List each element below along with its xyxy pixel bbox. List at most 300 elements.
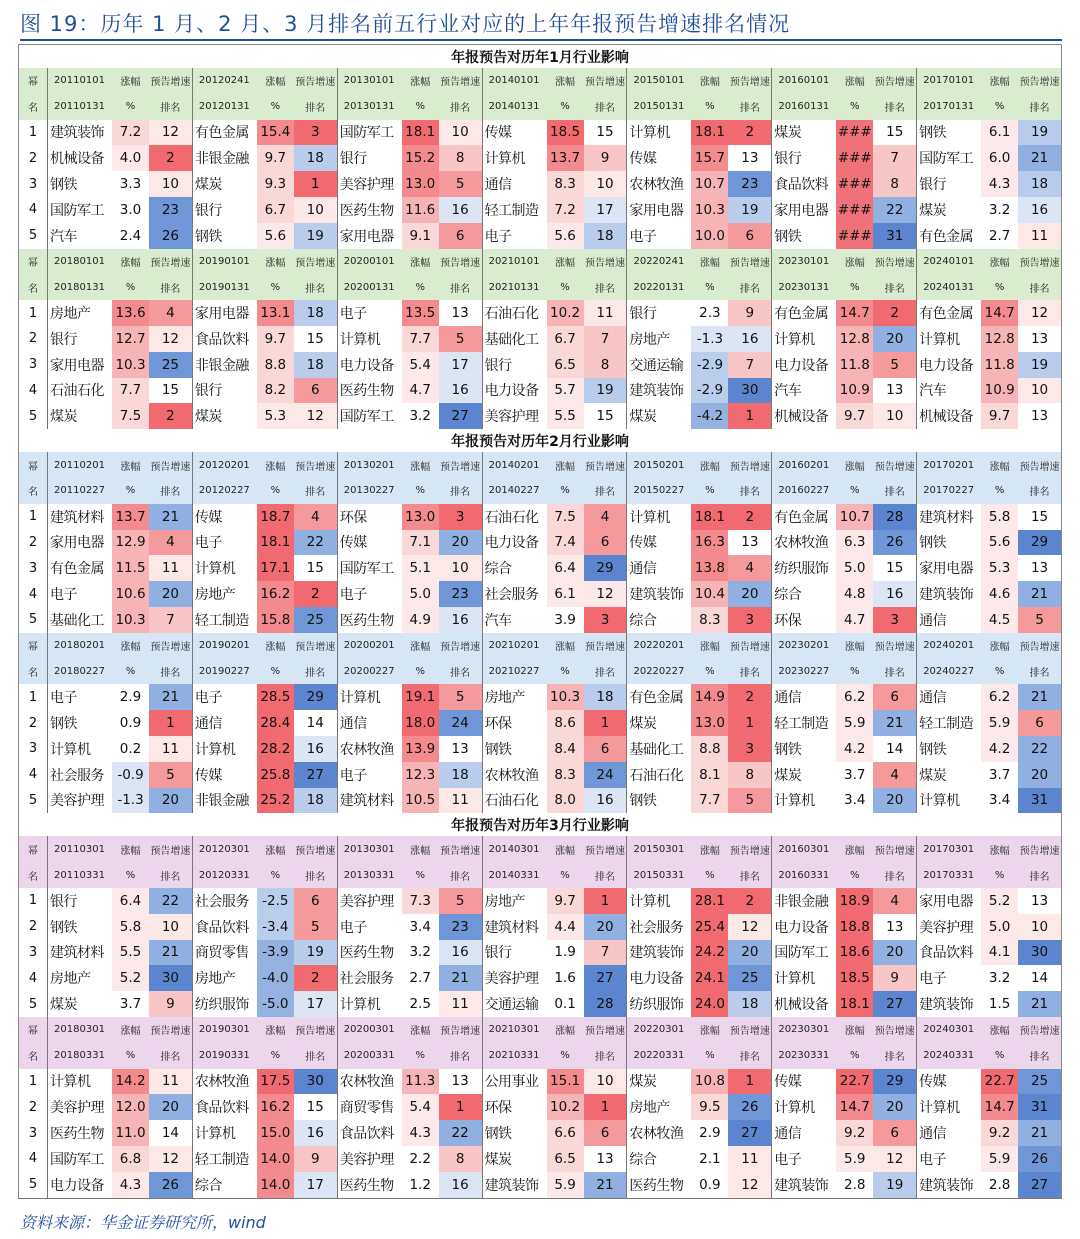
forecast-rank-subheader: 排名 [594,487,615,499]
rank-number: 5 [28,1177,38,1193]
forecast-rank-subheader: 排名 [305,1052,326,1064]
forecast-rank-subheader: 排名 [305,103,326,115]
forecast-rank-value: 5 [439,171,482,197]
return-value: 18.9 [836,888,873,914]
return-value: 10.8 [691,1069,728,1095]
period-end: 20160331 [778,869,830,881]
industry-name: 交通运输 [484,997,539,1014]
forecast-rank-value: 10 [439,120,482,146]
return-value: -2.5 [257,888,294,914]
forecast-rank-subheader: 排名 [160,871,181,883]
period-end: 20150131 [633,101,685,113]
industry-name: 电力设备 [919,357,974,374]
forecast-rank-value: 15 [294,555,337,581]
return-value: 5.5 [112,940,149,966]
return-header: 涨幅 [555,77,576,89]
return-unit: % [994,869,1005,881]
period-start: 20170101 [923,75,975,87]
period-start: 20190201 [198,640,250,652]
forecast-rank-value: 4 [149,530,192,556]
return-header: 涨幅 [844,845,865,857]
rank-number: 4 [28,1151,38,1167]
return-value: 14.9 [691,684,728,710]
industry-name: 银行 [194,383,222,400]
forecast-rank-value: 18 [294,145,337,171]
industry-name: 家用电器 [919,561,974,578]
industry-name: 煤炭 [919,767,947,784]
forecast-rank-value: 14 [294,710,337,736]
forecast-rank-value: 3 [873,607,916,633]
return-header: 涨幅 [120,845,141,857]
forecast-rank-value: 12 [728,914,771,940]
forecast-rank-value: 14 [1018,965,1061,991]
return-value: 8.4 [547,736,584,762]
forecast-rank-value: 19 [1018,352,1061,378]
return-value: 10.7 [691,171,728,197]
forecast-rank-subheader: 排名 [739,103,760,115]
return-unit: % [270,101,281,113]
column-divider [916,452,917,633]
column-divider [192,68,193,249]
period-start: 20160301 [778,843,830,855]
period-start: 20240201 [923,640,975,652]
return-value: 2.4 [112,223,149,249]
return-value: 1.5 [981,991,1018,1017]
forecast-rank-value: 6 [439,223,482,249]
forecast-rank-value: 10 [294,197,337,223]
forecast-rank-value: 2 [728,684,771,710]
return-header: 涨幅 [844,461,865,473]
column-divider [337,68,338,249]
forecast-rank-value: 27 [1018,1172,1061,1198]
return-value: 7.5 [547,504,584,530]
forecast-rank-value: 6 [873,684,916,710]
forecast-rank-value: 21 [1018,145,1061,171]
forecast-rank-value: 8 [439,1146,482,1172]
period-end: 20200331 [343,1050,395,1062]
rank-number: 1 [28,305,38,321]
industry-name: 家用电器 [919,893,974,910]
rank-number: 5 [28,996,38,1012]
industry-name: 银行 [50,893,77,910]
return-header: 涨幅 [989,1026,1010,1038]
forecast-rank-value: 27 [584,965,627,991]
column-divider [192,633,193,814]
return-unit: % [705,869,715,881]
forecast-rank-value: 12 [873,1146,916,1172]
return-value: 14.0 [257,1172,294,1198]
return-value: 8.0 [547,788,584,814]
return-value: 3.7 [836,762,873,788]
forecast-rank-value: 23 [439,581,482,607]
return-value: 3.3 [112,171,149,197]
return-unit: % [270,665,281,677]
forecast-rank-value: 1 [439,1094,482,1120]
return-header: 涨幅 [265,257,286,269]
industry-name: 钢铁 [919,125,947,142]
return-value: 18.0 [402,710,439,736]
forecast-rank-header: 预告增速 [440,461,481,473]
return-unit: % [850,101,860,113]
industry-name: 房地产 [194,587,236,604]
period-start: 20210201 [488,640,540,652]
return-value: 3.4 [402,914,439,940]
industry-name: 计算机 [629,893,670,910]
forecast-rank-value: 11 [439,991,482,1017]
return-value: 7.7 [112,378,149,404]
industry-name: 有色金属 [774,509,829,526]
industry-name: 医药生物 [339,202,394,219]
return-value: 10.4 [691,581,728,607]
industry-name: 石油石化 [50,383,104,400]
forecast-rank-value: 18 [439,762,482,788]
rank-number: 5 [28,792,38,808]
forecast-rank-value: 20 [1018,762,1061,788]
forecast-rank-value: 14 [149,1120,192,1146]
forecast-rank-header: 预告增速 [1019,1026,1060,1038]
period-end: 20190131 [198,281,250,293]
industry-name: 农林牧渔 [339,1074,394,1091]
return-unit: % [994,1050,1005,1062]
column-divider [337,452,338,633]
forecast-rank-value: 16 [728,326,771,352]
forecast-rank-header: 预告增速 [440,642,481,654]
column-divider [916,68,917,249]
period-start: 20220201 [633,640,685,652]
return-value: 0.9 [691,1172,728,1198]
column-divider [192,452,193,633]
forecast-rank-subheader: 排名 [884,667,905,679]
forecast-rank-value: 4 [728,555,771,581]
return-header: 涨幅 [120,642,141,654]
period-start: 20180301 [54,1024,105,1036]
return-value: 5.0 [836,555,873,581]
forecast-rank-header: 预告增速 [150,77,191,89]
industry-name: 医药生物 [629,1177,684,1194]
forecast-rank-value: 18 [1018,171,1061,197]
forecast-rank-header: 预告增速 [729,257,770,269]
return-header: 涨幅 [844,642,865,654]
forecast-rank-subheader: 排名 [305,871,326,883]
return-unit: % [415,1050,425,1062]
forecast-rank-value: 26 [1018,1146,1061,1172]
industry-name: 计算机 [194,741,236,758]
period-start: 20240101 [923,255,975,267]
forecast-rank-header: 预告增速 [1019,642,1060,654]
forecast-rank-value: 2 [294,581,337,607]
rank-number: 2 [28,150,38,166]
industry-name: 建筑装饰 [629,945,684,962]
return-value: 28.1 [691,888,728,914]
forecast-rank-value: 18 [294,788,337,814]
period-end: 20120131 [198,101,250,113]
column-divider [192,1017,193,1198]
industry-name: 房地产 [484,690,526,707]
industry-name: 建筑材料 [919,509,974,526]
period-start: 20180101 [54,255,105,267]
forecast-rank-subheader: 排名 [884,871,905,883]
forecast-rank-value: 29 [1018,530,1061,556]
return-value: 18.1 [257,530,294,556]
forecast-rank-value: 13 [1018,555,1061,581]
return-value: 6.8 [112,1146,149,1172]
forecast-rank-subheader: 排名 [594,871,615,883]
forecast-rank-value: 30 [149,965,192,991]
industry-name: 建筑装饰 [919,997,974,1014]
industry-name: 钢铁 [919,741,947,758]
forecast-rank-subheader: 排名 [739,1052,760,1064]
forecast-rank-value: 8 [873,171,916,197]
period-end: 20140131 [488,101,540,113]
period-end: 20240331 [923,1050,975,1062]
forecast-rank-value: 5 [439,888,482,914]
industry-name: 国防军工 [339,561,394,578]
industry-name: 国防军工 [774,945,829,962]
industry-name: 银行 [339,151,367,168]
return-value: 5.8 [981,504,1018,530]
industry-name: 建筑材料 [50,945,104,962]
forecast-rank-value: 4 [149,300,192,326]
forecast-rank-subheader: 排名 [1029,1052,1050,1064]
forecast-rank-header: 预告增速 [295,1026,336,1038]
return-value: 12.9 [112,530,149,556]
forecast-rank-subheader: 排名 [160,1052,181,1064]
forecast-rank-header: 预告增速 [150,845,191,857]
forecast-rank-header: 预告增速 [729,77,770,89]
period-start: 20110101 [54,75,105,87]
rank-number: 3 [28,944,38,960]
forecast-rank-value: 22 [439,1120,482,1146]
industry-name: 建筑材料 [484,919,539,936]
forecast-rank-value: 27 [439,403,482,429]
rank-number: 4 [28,382,38,398]
industry-name: 家用电器 [339,228,394,245]
return-value: 2.3 [691,300,728,326]
return-value: 10.0 [691,223,728,249]
forecast-rank-value: 12 [584,581,627,607]
forecast-rank-value: 20 [149,581,192,607]
industry-name: 机械设备 [50,151,104,168]
return-value: 18.1 [836,991,873,1017]
return-value: 15.8 [257,607,294,633]
forecast-rank-subheader: 排名 [160,667,181,679]
industry-name: 建筑装饰 [774,1177,829,1194]
return-value: 14.7 [836,300,873,326]
return-value: 4.3 [112,1172,149,1198]
industry-name: 计算机 [919,793,960,810]
industry-name: 农林牧渔 [194,1074,249,1091]
return-header: 涨幅 [844,257,865,269]
return-unit: % [994,665,1005,677]
return-unit: % [415,485,425,497]
industry-name: 社会服务 [484,587,539,604]
return-unit: % [850,281,860,293]
forecast-rank-value: 29 [294,684,337,710]
return-value: 15.4 [257,120,294,146]
return-header: 涨幅 [265,461,286,473]
industry-name: 传媒 [194,767,222,784]
forecast-rank-subheader: 排名 [450,487,471,499]
period-start: 20200101 [343,255,395,267]
return-value: 2.2 [402,1146,439,1172]
industry-name: 房地产 [629,331,670,348]
return-value: 2.8 [836,1172,873,1198]
industry-name: 医药生物 [339,1177,394,1194]
return-header: 涨幅 [555,461,576,473]
return-value: 13.7 [547,145,584,171]
forecast-rank-value: 21 [1018,1120,1061,1146]
period-end: 20170331 [923,869,975,881]
industry-name: 通信 [194,716,222,733]
return-value: -3.4 [257,914,294,940]
forecast-rank-value: 16 [873,581,916,607]
industry-name: 公用事业 [484,1074,539,1091]
period-end: 20180131 [54,281,105,293]
return-value: 5.9 [836,710,873,736]
industry-name: 有色金属 [774,306,829,323]
industry-name: 钢铁 [194,228,222,245]
return-value: 4.9 [402,607,439,633]
forecast-rank-value: 17 [584,197,627,223]
period-end: 20210227 [488,665,540,677]
forecast-rank-value: 18 [728,991,771,1017]
period-end: 20170227 [923,485,975,497]
forecast-rank-value: 18 [294,352,337,378]
return-value: 13.7 [112,504,149,530]
forecast-rank-header: 预告增速 [440,77,481,89]
period-start: 20210301 [488,1024,540,1036]
forecast-rank-value: 16 [439,1172,482,1198]
forecast-rank-value: 26 [728,1094,771,1120]
forecast-rank-header: 预告增速 [584,257,625,269]
period-start: 20230301 [778,1024,830,1036]
industry-name: 煤炭 [629,716,657,733]
column-divider [626,836,627,1017]
return-value: 8.6 [547,710,584,736]
return-value: 18.1 [691,504,728,530]
industry-name: 农林牧渔 [484,767,539,784]
return-value: 5.3 [981,555,1018,581]
return-value: 8.3 [547,171,584,197]
return-value: 11.8 [981,352,1018,378]
return-value: 14.7 [836,1094,873,1120]
forecast-rank-header: 预告增速 [874,1026,915,1038]
forecast-rank-value: 21 [1018,581,1061,607]
forecast-rank-header: 预告增速 [150,1026,191,1038]
rank-header: 幂 [28,1026,38,1038]
industry-name: 食品饮料 [919,945,974,962]
industry-name: 计算机 [50,1074,91,1091]
forecast-rank-header: 预告增速 [150,461,191,473]
forecast-rank-header: 预告增速 [729,1026,770,1038]
industry-name: 房地产 [50,306,91,323]
rank-number: 4 [28,970,38,986]
column-divider [482,68,483,249]
return-value: 2.5 [402,991,439,1017]
return-value: 6.6 [547,1120,584,1146]
return-value: 7.4 [547,530,584,556]
forecast-rank-value: 16 [439,197,482,223]
forecast-rank-value: 19 [294,223,337,249]
forecast-rank-value: 20 [584,914,627,940]
return-unit: % [705,1050,715,1062]
forecast-rank-value: 22 [149,888,192,914]
industry-name: 通信 [339,716,367,733]
industry-name: 非银金融 [194,793,249,810]
forecast-rank-value: 3 [728,607,771,633]
return-value: 14.7 [981,1094,1018,1120]
forecast-rank-subheader: 排名 [739,487,760,499]
return-value: 28.2 [257,736,294,762]
period-start: 20190101 [198,255,250,267]
industry-name: 煤炭 [50,409,77,426]
return-value: 7.5 [112,403,149,429]
industry-name: 环保 [339,509,367,526]
return-value: 7.7 [402,326,439,352]
forecast-rank-value: 4 [873,762,916,788]
forecast-rank-header: 预告增速 [874,257,915,269]
return-value: 7.3 [402,888,439,914]
rank-number: 4 [28,202,38,218]
forecast-rank-value: 3 [584,607,627,633]
column-divider [337,836,338,1017]
industry-name: 钢铁 [484,1126,512,1143]
forecast-rank-value: 1 [149,710,192,736]
return-unit: % [850,1050,860,1062]
forecast-rank-value: 21 [439,965,482,991]
industry-name: 交通运输 [629,357,684,374]
figure-title: 图 19：历年 1 月、2 月、3 月排名前五行业对应的上年年报预告增速排名情况 [20,12,791,36]
forecast-rank-subheader: 排名 [594,1052,615,1064]
column-divider [482,1017,483,1198]
forecast-rank-value: 13 [873,378,916,404]
industry-name: 钢铁 [484,741,512,758]
forecast-rank-header: 预告增速 [150,257,191,269]
forecast-rank-value: 2 [149,145,192,171]
forecast-rank-value: 16 [439,378,482,404]
forecast-rank-value: 21 [1018,991,1061,1017]
industry-name: 银行 [484,357,512,374]
return-value: ### [836,120,873,146]
column-divider [47,68,48,249]
return-value: 14.7 [981,300,1018,326]
forecast-rank-value: 26 [149,1172,192,1198]
return-value: 9.7 [257,326,294,352]
return-value: 11.0 [112,1120,149,1146]
forecast-rank-value: 29 [873,1069,916,1095]
forecast-rank-value: 11 [1018,223,1061,249]
return-value: 9.7 [547,888,584,914]
industry-name: 煤炭 [629,409,657,426]
forecast-rank-value: 10 [1018,378,1061,404]
return-header: 涨幅 [699,845,720,857]
return-value: 4.1 [981,940,1018,966]
forecast-rank-value: 15 [1018,504,1061,530]
return-value: 5.4 [402,352,439,378]
forecast-rank-value: 27 [728,1120,771,1146]
return-value: 25.8 [257,762,294,788]
industry-name: 非银金融 [194,151,249,168]
return-value: 12.8 [981,326,1018,352]
period-start: 20140301 [488,843,540,855]
period-end: 20230131 [778,281,830,293]
return-value: 5.4 [402,1094,439,1120]
return-value: 11.3 [402,1069,439,1095]
period-start: 20160201 [778,459,830,471]
return-value: 17.5 [257,1069,294,1095]
return-header: 涨幅 [410,257,431,269]
forecast-rank-subheader: 排名 [884,103,905,115]
